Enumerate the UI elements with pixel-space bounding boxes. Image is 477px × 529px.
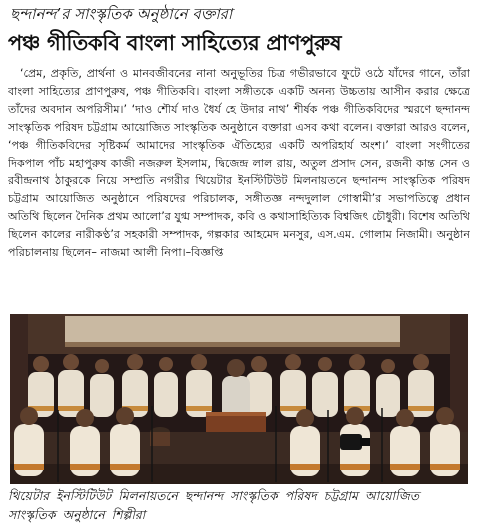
photo-caption: থিয়েটার ইনস্টিটিউট মিলনায়তনে ছন্দানন্দ সাংস্কৃতিক পরিষদ চট্টগ্রাম আয়োজিত সাংস্কৃতিক অনুষ্ঠানে শিল্পীরা: [8, 488, 420, 522]
headline: পঞ্চ গীতিকবি বাংলা সাহিত্যের প্রাণপুরুষ: [8, 31, 342, 55]
kicker-line: ছন্দানন্দ’র সাংস্কৃতিক অনুষ্ঠানে বক্তারা: [10, 5, 233, 23]
article-body: [8, 65, 470, 311]
body-paragraph: ‘প্রেম, প্রকৃতি, প্রার্থনা ও মানবজীবনের নানা অনুভূতির চিত্র গভীরভাবে ফুটে ওঠে যাঁদের গানে, তাঁরা বাংলা সাহিত্যের প্রাণপুরুষ, পঞ্চ গীতিকবি। বাংলা সঙ্গীতকে একটি অনন্য উচ্চতায় আসীন করার ক্ষেত্রে তাঁদের অবদান অপরিসীম।’ ‘দাও শৌর্য দাও ধৈর্য হে উদার নাথ’ শীর্ষক পঞ্চ গীতিকবিদের স্মরণে ছন্দানন্দ সাংস্কৃতিক পরিষদ চট্টগ্রাম আয়োজিত সাংস্কৃতিক অনুষ্ঠানে বক্তারা এসব কথা বলেন। বক্তারা আরও বলেন, ‘পঞ্চ গীতিকবিদের সৃষ্টিকর্ম আমাদের সাংস্কৃতিক ঐতিহ্যের একটি অপরিহার্য অংশ।’ বাংলা সংগীতের দিকপাল পাঁচ মহাপুরুষ কাজী নজরুল ইসলাম, দ্বিজেন্দ্র লাল রায়, অতুল প্রসাদ সেন, রজনী কান্ত সেন ও রবীন্দ্রনাথ ঠাকুরকে নিয়ে সম্প্রতি নগরীর থিয়েটার ইনস্টিটিউট মিলনায়তনে ছন্দানন্দ সাংস্কৃতিক পরিষদ চট্টগ্রাম আয়োজিত অনুষ্ঠানে পরিষদের পরিচালক, সঙ্গীতজ্ঞ নন্দদুলাল গোস্বামী’র সভাপতিত্বে প্রধান অতিথি ছিলেন দৈনিক প্রথম আলো’র যুগ্ম সম্পাদক, কবি ও কথাসাহিত্যিক বিশ্বজিৎ চৌধুরী। বিশেষ অতিথি ছিলেন কালের নারীকণ্ঠ’র সহকারী সম্পাদক, গল্পকার আহমেদ মনসুর, এস.এম. গোলাম নিজামী। অনুষ্ঠান পরিচালনায় ছিলেন– নাজমা আলী নিপা।–বিজ্ঞপ্তি: [8, 67, 470, 260]
event-photo: [10, 314, 468, 484]
